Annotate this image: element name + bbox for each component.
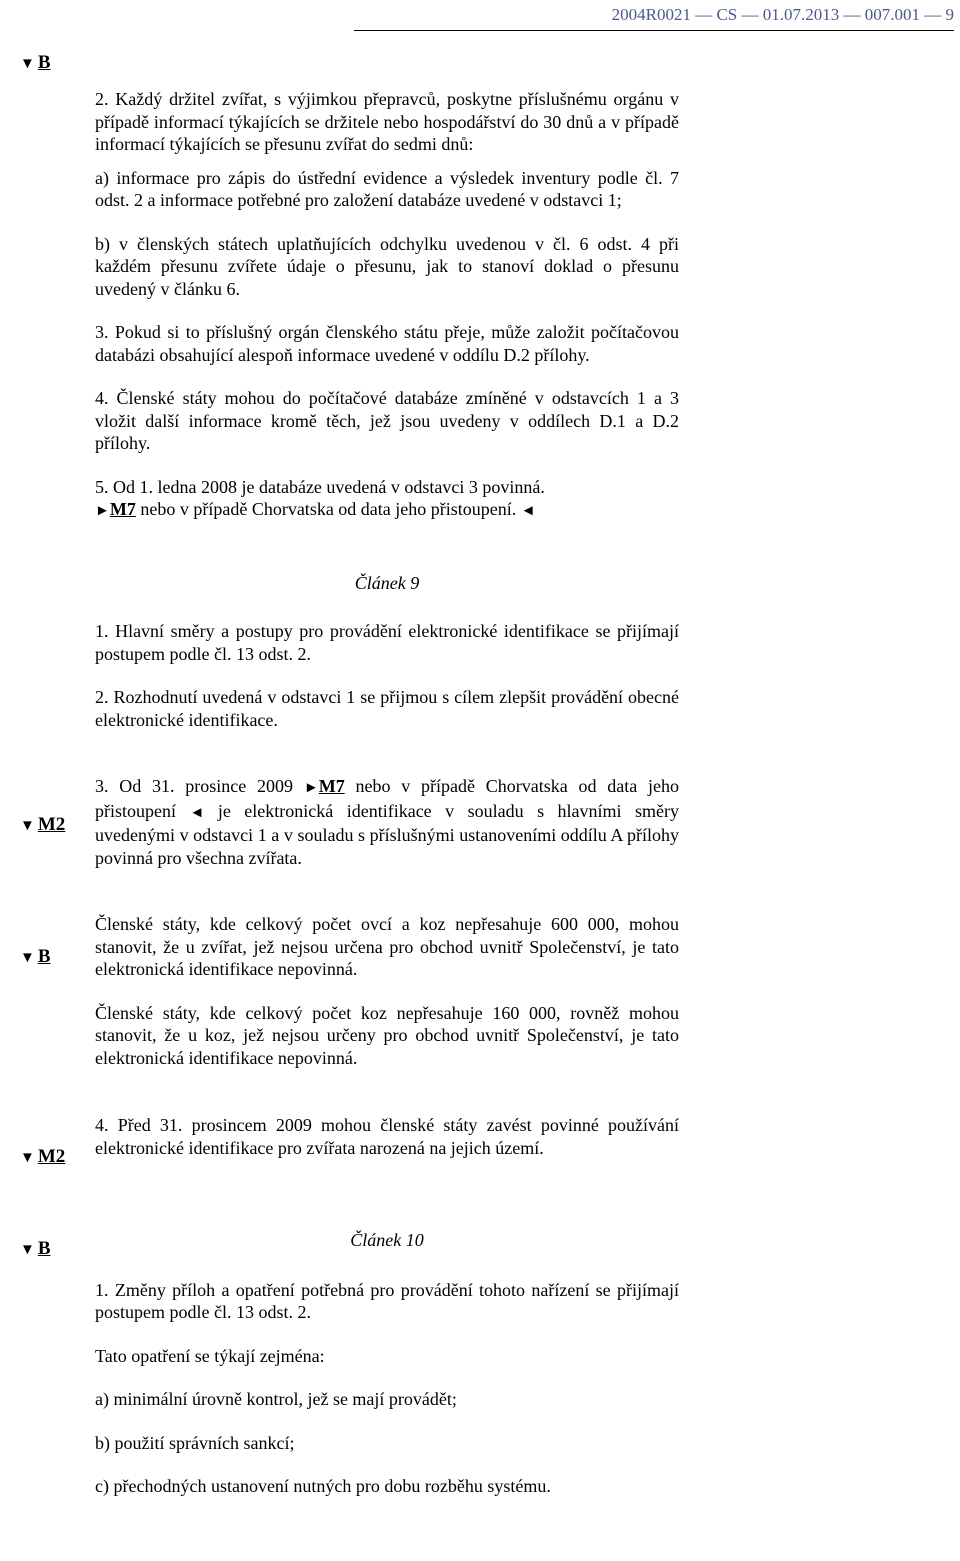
amendment-marker bbox=[20, 1238, 51, 1260]
marker-code: B bbox=[37, 946, 51, 967]
article-10-item-b: b) použití správních sankcí; bbox=[95, 1432, 295, 1453]
end-arrow-icon: ◄ bbox=[189, 804, 205, 821]
paragraph-2b: b) v členských státech uplatňujících odchylku uvedenou v čl. 6 odst. 4 při každém přesunu zvířete údaje o přesunu, jak to stanoví doklad o přesunu uvedený v článku 6. bbox=[95, 233, 679, 299]
paragraph-5-tail: nebo v případě Chorvatska od data jeho přistoupení. bbox=[140, 499, 517, 519]
article-10-item-c: c) přechodných ustanovení nutných pro dobu rozběhu systému. bbox=[95, 1476, 551, 1496]
paragraph-4: 4. Členské státy mohou do počítačové databáze zmíněné v odstavcích 1 a 3 vložit další informace kromě těch, jež jsou uvedeny v oddílech D.1 a D.2 přílohy. bbox=[95, 388, 679, 453]
amendment-ref[interactable]: M7 bbox=[318, 776, 345, 796]
article-10-intro: Tato opatření se týkají zejména: bbox=[95, 1345, 325, 1366]
down-triangle-icon: ▼ bbox=[20, 1150, 35, 1166]
article-9-paragraph-3-tail: je elektronická identifikace v souladu s hlavními směry uvedenými v odstavci 1 a v souladu s příslušnými ustanoveními oddílu A přílohy povinná pro všechna zvířata. bbox=[95, 800, 680, 868]
article-10-paragraph-1: 1. Změny příloh a opatření potřebná pro provádění tohoto nařízení se přijímají postupem podle čl. 13 odst. 2. bbox=[95, 1279, 679, 1322]
down-triangle-icon: ▼ bbox=[20, 1242, 35, 1258]
article-9-paragraph-1: 1. Hlavní směry a postupy pro provádění elektronické identifikace se přijímají postupem podle čl. 13 odst. 2. bbox=[95, 621, 679, 664]
article-9-goats-paragraph: Členské státy, kde celkový počet koz nepřesahuje 160 000, rovněž mohou stanovit, že u koz, jež nejsou určeny pro obchod uvnitř Společenství, je tato elektronická identifikace nepovinná. bbox=[95, 1002, 679, 1068]
article-9-paragraph-3 bbox=[95, 775, 679, 869]
amendment-marker bbox=[20, 946, 51, 968]
paragraph-5-text: 5. Od 1. ledna 2008 je databáze uvedená v odstavci 3 povinná. bbox=[95, 476, 545, 497]
paragraph-3: 3. Pokud si to příslušný orgán členského státu přeje, může založit počítačovou databázi obsahující alespoň informace uvedené v oddílu D.2 přílohy. bbox=[95, 322, 679, 365]
article-9-paragraph-2: 2. Rozhodnutí uvedená v odstavci 1 se přijmou s cílem zlepšit provádění obecné elektronické identifikace. bbox=[95, 687, 679, 730]
down-triangle-icon: ▼ bbox=[20, 950, 35, 966]
article-9-paragraph-3-head: 3. Od 31. prosince 2009 bbox=[95, 776, 294, 796]
down-triangle-icon: ▼ bbox=[20, 56, 35, 72]
start-arrow-icon: ► bbox=[303, 780, 319, 796]
amendment-marker bbox=[20, 1146, 65, 1168]
document-body bbox=[95, 88, 679, 1498]
paragraph-5 bbox=[95, 476, 679, 523]
marker-code: M2 bbox=[37, 814, 66, 835]
marker-code: B bbox=[37, 1238, 51, 1259]
article-9-sheep-paragraph: Členské státy, kde celkový počet ovcí a koz nepřesahuje 600 000, mohou stanovit, že u zvířat, jež nejsou určena pro obchod uvnitř Společenství, je tato elektronická identifikace nepovinná. bbox=[95, 914, 679, 979]
paragraph-2a: a) informace pro zápis do ústřední evidence a výsledek inventury podle čl. 7 odst. 2 a informace potřebné pro založení databáze uvedené v odstavci 1; bbox=[95, 167, 679, 210]
article-10-item-a: a) minimální úrovně kontrol, jež se mají provádět; bbox=[95, 1389, 457, 1409]
start-arrow-icon: ► bbox=[95, 503, 110, 519]
article-9-heading: Článek 9 bbox=[354, 572, 420, 593]
amendment-ref[interactable]: M7 bbox=[109, 499, 136, 519]
article-10-heading: Článek 10 bbox=[350, 1230, 424, 1250]
marker-code: B bbox=[37, 52, 51, 73]
end-arrow-icon: ◄ bbox=[520, 503, 536, 519]
amendment-marker bbox=[20, 814, 65, 836]
amendment-marker bbox=[20, 52, 51, 74]
marker-code: M2 bbox=[37, 1146, 66, 1167]
article-9-paragraph-4: 4. Před 31. prosincem 2009 mohou členské státy zavést povinné používání elektronické identifikace pro zvířata narozená na jejich území. bbox=[95, 1115, 679, 1158]
paragraph-2: 2. Každý držitel zvířat, s výjimkou přepravců, poskytne příslušnému orgánu v případě informací týkajících se držitele nebo hospodářství do 30 dnů a v případě informací týkajících se přesunu zvířat do sedmi dnů: bbox=[95, 89, 679, 154]
down-triangle-icon: ▼ bbox=[20, 818, 35, 834]
document-header: 2004R0021 — CS — 01.07.2013 — 007.001 — 9 bbox=[354, 0, 954, 31]
article-9-paragraph-3-mid: nebo v případě Chorvatska od data jeho přistoupení bbox=[95, 776, 680, 821]
